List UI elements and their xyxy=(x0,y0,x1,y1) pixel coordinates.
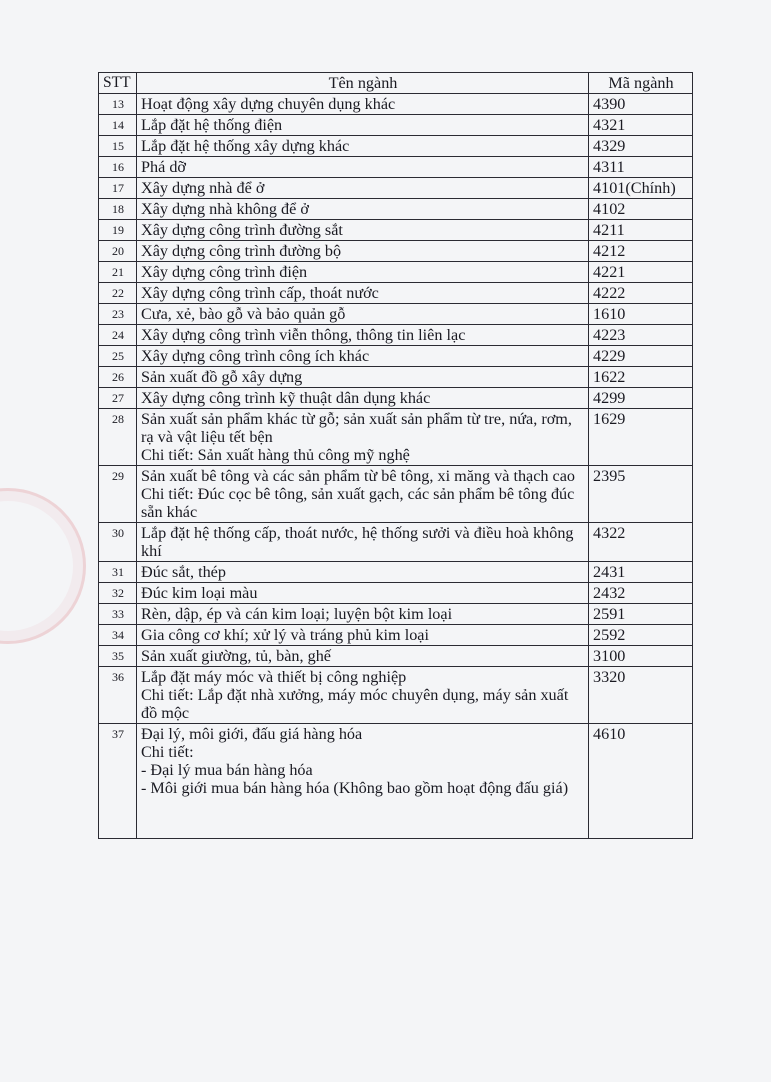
row-code: 3320 xyxy=(589,667,693,724)
row-name xyxy=(137,262,589,283)
row-stt: 23 xyxy=(99,304,137,325)
row-name xyxy=(137,346,589,367)
row-code: 4311 xyxy=(589,157,693,178)
row-name-line: Lắp đặt hệ thống xây dựng khác xyxy=(141,137,350,155)
row-stt: 37 xyxy=(99,724,137,839)
row-code: 4390 xyxy=(589,94,693,115)
row-name xyxy=(137,523,589,562)
row-name-line: Xây dựng công trình kỹ thuật dân dụng khác xyxy=(141,389,431,407)
table-row xyxy=(99,724,693,839)
row-name xyxy=(137,199,589,220)
row-name-line: - Môi giới mua bán hàng hóa (Không bao gồm hoạt động đấu giá) xyxy=(141,779,569,797)
row-code: 4329 xyxy=(589,136,693,157)
table-row xyxy=(99,604,693,625)
table-row xyxy=(99,646,693,667)
header-stt: STT xyxy=(99,73,137,94)
table-row xyxy=(99,115,693,136)
row-name xyxy=(137,220,589,241)
row-code: 2432 xyxy=(589,583,693,604)
row-name-line: Đúc kim loại màu xyxy=(141,584,258,602)
row-name xyxy=(137,94,589,115)
row-stt: 26 xyxy=(99,367,137,388)
row-code: 4102 xyxy=(589,199,693,220)
row-name-line: Phá dỡ xyxy=(141,158,186,176)
row-code: 4222 xyxy=(589,283,693,304)
row-name xyxy=(137,136,589,157)
table-row xyxy=(99,304,693,325)
row-name-line: Sản xuất giường, tủ, bàn, ghế xyxy=(141,647,331,665)
row-code: 2395 xyxy=(589,466,693,523)
row-code: 2592 xyxy=(589,625,693,646)
table-row xyxy=(99,466,693,523)
table-row xyxy=(99,220,693,241)
row-stt: 21 xyxy=(99,262,137,283)
row-name xyxy=(137,178,589,199)
row-name-line: Đúc sắt, thép xyxy=(141,563,226,581)
row-name xyxy=(137,304,589,325)
row-stt: 32 xyxy=(99,583,137,604)
table-row xyxy=(99,178,693,199)
row-name xyxy=(137,241,589,262)
row-name-line: Xây dựng công trình đường sắt xyxy=(141,221,343,239)
row-name-line: Xây dựng công trình điện xyxy=(141,263,308,281)
row-name xyxy=(137,409,589,466)
table-row xyxy=(99,157,693,178)
row-code: 4221 xyxy=(589,262,693,283)
row-name xyxy=(137,583,589,604)
row-name xyxy=(137,646,589,667)
table-row xyxy=(99,367,693,388)
row-code: 4322 xyxy=(589,523,693,562)
table-row xyxy=(99,388,693,409)
table-row xyxy=(99,523,693,562)
row-name-line: Lắp đặt hệ thống cấp, thoát nước, hệ thống sưởi và điều hoà không khí xyxy=(141,524,574,560)
row-name-line: Hoạt động xây dựng chuyên dụng khác xyxy=(141,95,396,113)
row-code: 4212 xyxy=(589,241,693,262)
row-code: 4610 xyxy=(589,724,693,839)
table-row xyxy=(99,241,693,262)
row-stt: 25 xyxy=(99,346,137,367)
header-name: Tên ngành xyxy=(137,73,589,94)
row-name xyxy=(137,604,589,625)
table-row xyxy=(99,283,693,304)
header-code: Mã ngành xyxy=(589,73,693,94)
row-stt: 20 xyxy=(99,241,137,262)
table-row xyxy=(99,346,693,367)
row-name-line: Xây dựng công trình viễn thông, thông tin liên lạc xyxy=(141,326,466,344)
row-stt: 24 xyxy=(99,325,137,346)
row-code: 2431 xyxy=(589,562,693,583)
table-row xyxy=(99,667,693,724)
row-name-line: Chi tiết: Lắp đặt nhà xưởng, máy móc chuyên dụng, máy sản xuất đồ mộc xyxy=(141,686,569,722)
row-name-line: Cưa, xẻ, bào gỗ và bảo quản gỗ xyxy=(141,305,346,323)
row-name-line: Xây dựng công trình đường bộ xyxy=(141,242,342,260)
row-code: 1622 xyxy=(589,367,693,388)
table-row xyxy=(99,409,693,466)
row-name xyxy=(137,466,589,523)
row-name xyxy=(137,667,589,724)
row-stt: 18 xyxy=(99,199,137,220)
row-name xyxy=(137,157,589,178)
row-code: 3100 xyxy=(589,646,693,667)
row-code: 4223 xyxy=(589,325,693,346)
business-activities-table xyxy=(98,72,693,839)
row-stt: 22 xyxy=(99,283,137,304)
red-seal-stamp xyxy=(0,488,86,644)
row-stt: 19 xyxy=(99,220,137,241)
row-code: 1610 xyxy=(589,304,693,325)
row-stt: 17 xyxy=(99,178,137,199)
table-row xyxy=(99,136,693,157)
row-name xyxy=(137,283,589,304)
table-body xyxy=(99,94,693,839)
table-row xyxy=(99,625,693,646)
row-stt: 28 xyxy=(99,409,137,466)
row-stt: 13 xyxy=(99,94,137,115)
row-name xyxy=(137,562,589,583)
row-stt: 27 xyxy=(99,388,137,409)
row-code: 1629 xyxy=(589,409,693,466)
table-header-row xyxy=(99,73,693,94)
row-name-line: Đại lý, môi giới, đấu giá hàng hóa xyxy=(141,725,363,743)
row-name-line: Chi tiết: Sản xuất hàng thủ công mỹ nghệ xyxy=(141,446,410,464)
row-code: 2591 xyxy=(589,604,693,625)
row-stt: 16 xyxy=(99,157,137,178)
row-name-line: Rèn, dập, ép và cán kim loại; luyện bột kim loại xyxy=(141,605,453,623)
row-name-line: Xây dựng công trình cấp, thoát nước xyxy=(141,284,379,302)
row-name xyxy=(137,724,589,839)
table-row xyxy=(99,262,693,283)
row-name xyxy=(137,115,589,136)
row-name-line: Lắp đặt máy móc và thiết bị công nghiệp xyxy=(141,668,407,686)
table-row xyxy=(99,199,693,220)
row-stt: 30 xyxy=(99,523,137,562)
table-row xyxy=(99,562,693,583)
row-name-line: Sản xuất đồ gỗ xây dựng xyxy=(141,368,303,386)
row-stt: 31 xyxy=(99,562,137,583)
row-name-line: Chi tiết: Đúc cọc bê tông, sản xuất gạch, các sản phẩm bê tông đúc sẵn khác xyxy=(141,485,575,521)
table-row xyxy=(99,94,693,115)
row-code: 4211 xyxy=(589,220,693,241)
row-stt: 33 xyxy=(99,604,137,625)
row-name xyxy=(137,325,589,346)
row-stt: 36 xyxy=(99,667,137,724)
row-name xyxy=(137,367,589,388)
row-name xyxy=(137,625,589,646)
row-stt: 34 xyxy=(99,625,137,646)
row-code: 4299 xyxy=(589,388,693,409)
row-name-line: Lắp đặt hệ thống điện xyxy=(141,116,283,134)
row-name-line: Gia công cơ khí; xử lý và tráng phủ kim loại xyxy=(141,626,429,644)
row-stt: 15 xyxy=(99,136,137,157)
row-name xyxy=(137,388,589,409)
row-code: 4321 xyxy=(589,115,693,136)
row-name-line: Xây dựng nhà để ở xyxy=(141,179,265,197)
row-name-line: Sản xuất bê tông và các sản phẩm từ bê tông, xi măng và thạch cao xyxy=(141,467,576,485)
row-name-line: Xây dựng công trình công ích khác xyxy=(141,347,370,365)
row-name-line: Xây dựng nhà không để ở xyxy=(141,200,309,218)
row-stt: 29 xyxy=(99,466,137,523)
row-name-line: Sản xuất sản phẩm khác từ gỗ; sản xuất sản phẩm từ tre, nứa, rơm, rạ và vật liệu tết bện xyxy=(141,410,572,446)
row-stt: 35 xyxy=(99,646,137,667)
row-code: 4229 xyxy=(589,346,693,367)
row-code: 4101(Chính) xyxy=(589,178,693,199)
row-name-line: Chi tiết: xyxy=(141,743,194,761)
row-name-line: - Đại lý mua bán hàng hóa xyxy=(141,761,313,779)
table-row xyxy=(99,325,693,346)
table-row xyxy=(99,583,693,604)
row-stt: 14 xyxy=(99,115,137,136)
